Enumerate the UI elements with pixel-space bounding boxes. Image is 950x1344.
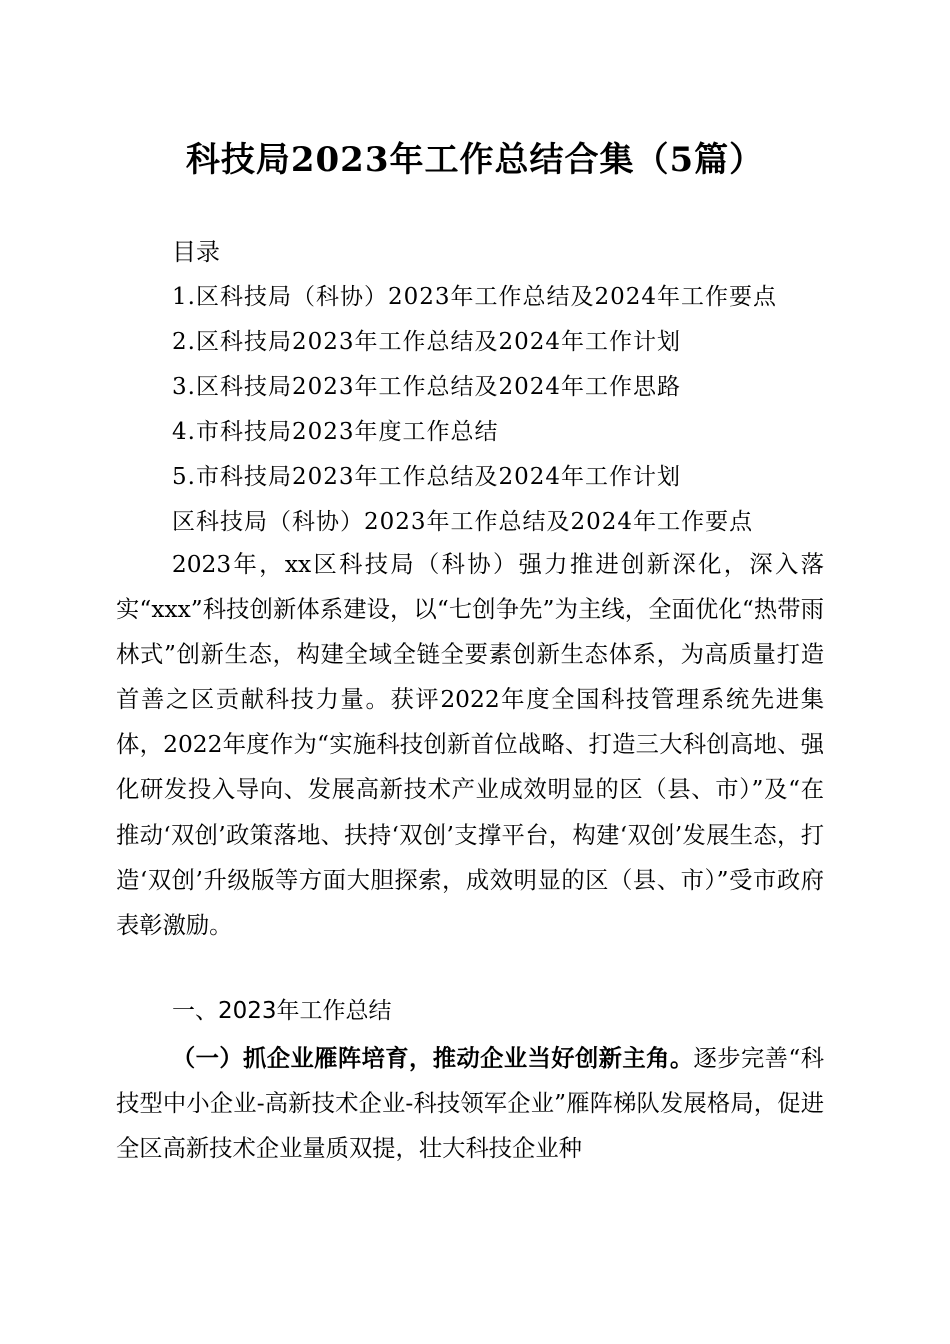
toc-item: 2.区科技局2023年工作总结及2024年工作计划	[172, 329, 682, 355]
section-title: 区科技局（科协）2023年工作总结及2024年工作要点	[172, 509, 754, 535]
paragraph-enterprise-cultivation	[116, 1036, 824, 1171]
toc-item: 5.市科技局2023年工作总结及2024年工作计划	[172, 464, 682, 490]
toc-item: 4.市科技局2023年度工作总结	[172, 419, 499, 445]
paragraph-lead: （一）抓企业雁阵培育，推动企业当好创新主角。	[171, 1045, 694, 1072]
intro-paragraph: 2023年，xx区科技局（科协）强力推进创新深化，深入落实“xxx”科技创新体系建设，以“七创争先”为主线，全面优化“热带雨林式”创新生态，构建全域全链全要素创新生态体系，为高质量打造首善之区贡献科技力量。获评2022年度全国科技管理系统先进集体，2022年度作为“实施科技创新首位战略、打造三大科创高地、强化研发投入导向、发展高新技术产业成效明显的区（县、市）”及“在推动‘双创’政策落地、扶持‘双创’支撑平台，构建‘双创’发展生态，打造‘双创’升级版等方面大胆探索，成效明显的区（县、市）”受市政府表彰激励。	[116, 551, 824, 939]
paragraph-body: 逐步完善“科技型中小企业-高新技术企业-科技领军企业”雁阵梯队发展格局，促进全区高新技术企业量质双提，壮大科技企业种	[116, 1045, 824, 1163]
heading-work-summary: 一、2023年工作总结	[172, 998, 392, 1024]
toc-heading: 目录	[172, 238, 220, 266]
toc-item: 3.区科技局2023年工作总结及2024年工作思路	[172, 374, 682, 400]
toc-item: 1.区科技局（科协）2023年工作总结及2024年工作要点	[172, 284, 778, 310]
document-title: 科技局2023年工作总结合集（5篇）	[185, 140, 765, 180]
table-of-contents	[172, 280, 777, 505]
